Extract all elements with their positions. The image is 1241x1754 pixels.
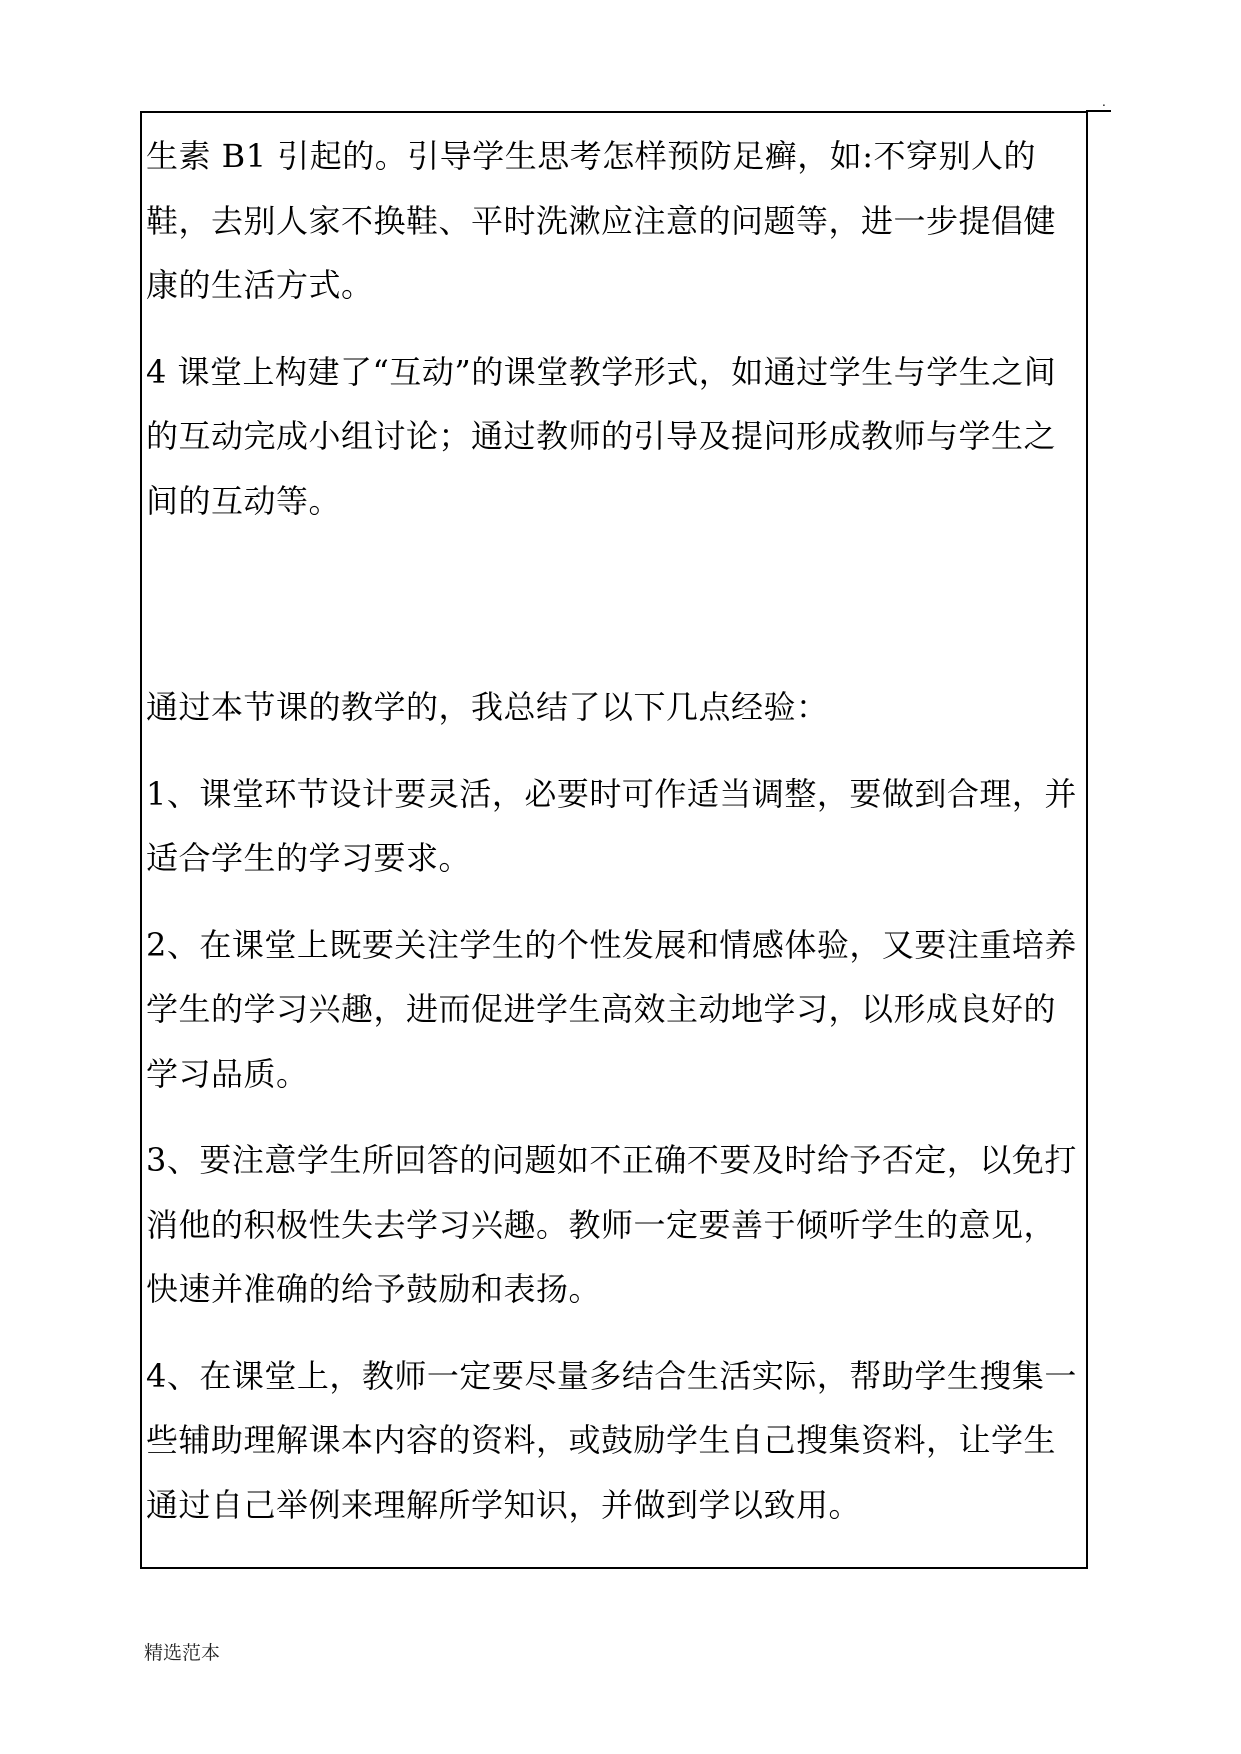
document-body	[146, 124, 1086, 1559]
corner-mark: .	[1102, 95, 1106, 109]
paragraph-vitamin-b1: 生素 B1 引起的。引导学生思考怎样预防足癣，如:不穿别人的鞋，去别人家不换鞋、平时洗漱应注意的问题等，进一步提倡健康的生活方式。	[146, 137, 1057, 304]
paragraph-summary-intro: 通过本节课的教学的，我总结了以下几点经验：	[146, 688, 829, 726]
content-table-cell	[140, 111, 1088, 1569]
top-rule	[1086, 110, 1111, 112]
page-footer: 精选范本	[144, 1642, 221, 1664]
paragraph-experience-1: 1、课堂环节设计要灵活，必要时可作适当调整，要做到合理，并适合学生的学习要求。	[146, 774, 1077, 877]
paragraph-experience-3: 3、要注意学生所回答的问题如不正确不要及时给予否定，以免打消他的积极性失去学习兴趣。教师一定要善于倾听学生的意见，快速并准确的给予鼓励和表扬。	[146, 1141, 1077, 1308]
paragraph-spacer	[146, 555, 1086, 675]
paragraph-experience-2: 2、在课堂上既要关注学生的个性发展和情感体验，又要注重培养学生的学习兴趣，进而促进学生高效主动地学习，以形成良好的学习品质。	[146, 925, 1077, 1093]
paragraph-experience-4: 4、在课堂上，教师一定要尽量多结合生活实际，帮助学生搜集一些辅助理解课本内容的资料，或鼓励学生自己搜集资料，让学生通过自己举例来理解所学知识，并做到学以致用。	[146, 1356, 1077, 1524]
paragraph-interaction: 4 课堂上构建了“互动”的课堂教学形式，如通过学生与学生之间的互动完成小组讨论；通过教师的引导及提问形成教师与学生之间的互动等。	[146, 352, 1057, 520]
